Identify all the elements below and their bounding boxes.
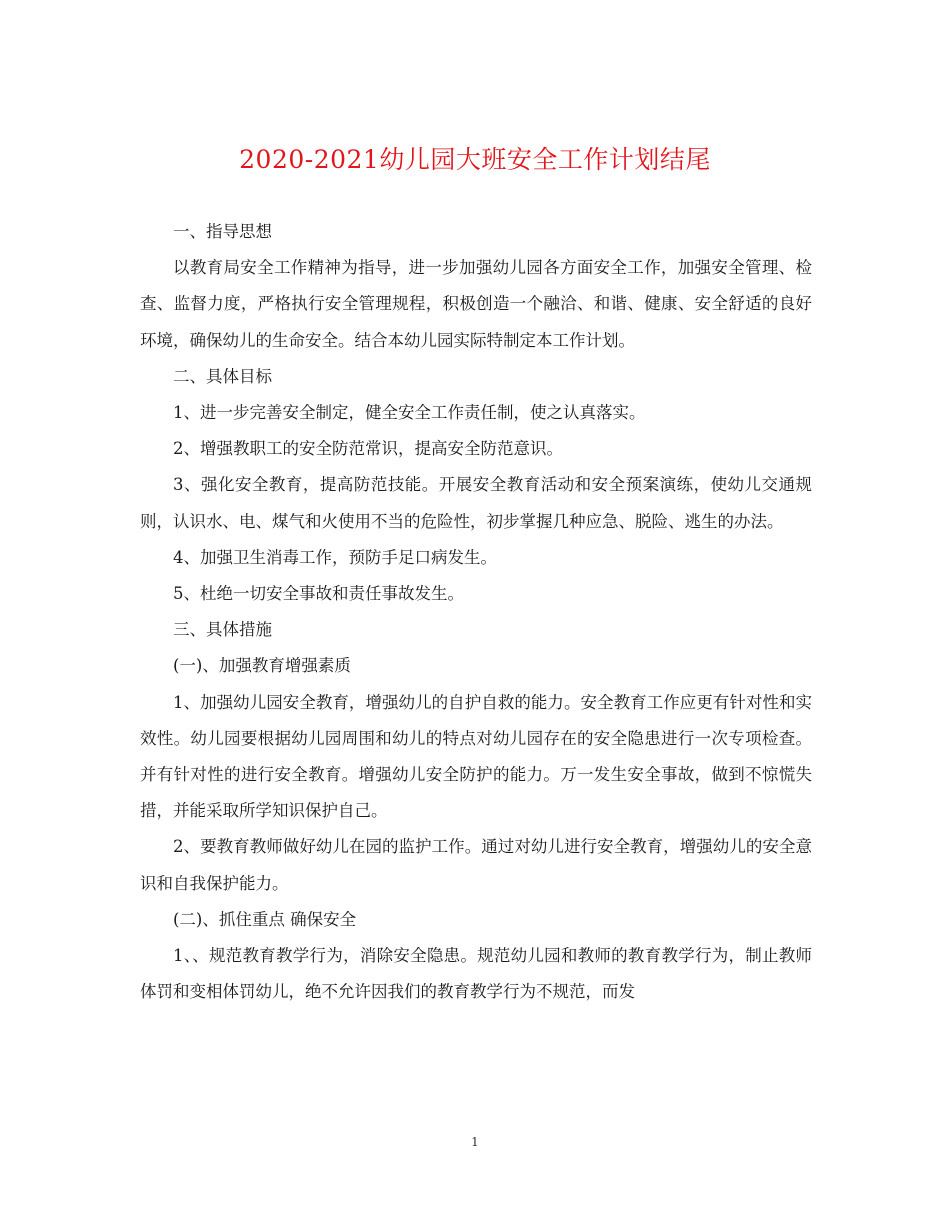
subsection-heading: (二)、抓住重点 确保安全 [173,909,357,929]
subsection-heading: (一)、加强教育增强素质 [173,656,351,676]
list-item: 1、进一步完善安全制定，健全安全工作责任制，使之认真落实。 [173,403,646,423]
list-item: 2、要教育教师做好幼儿在园的监护工作。通过对幼儿进行安全教育，增强幼儿的安全意识和自我保护能力。 [140,837,812,893]
list-item: 1、加强幼儿园安全教育，增强幼儿的自护自救的能力。安全教育工作应更有针对性和实效性。幼儿园要根据幼儿园周围和幼儿的特点对幼儿园存在的安全隐患进行一次专项检查。并有针对性的进行安全教育。增强幼儿安全防护的能力。万一发生安全事故，做到不惊慌失措，并能采取所学知识保护自己。 [140,692,812,821]
section-heading-specific-measures: 三、具体措施 [173,620,272,640]
list-item: 4、加强卫生消毒工作，预防手足口病发生。 [173,547,497,567]
page-number: 1 [471,1135,479,1149]
section-heading-guiding-ideology: 一、指导思想 [173,222,272,241]
list-item: 3、强化安全教育，提高防范技能。开展安全教育活动和安全预案演练，使幼儿交通规则，认识水、电、煤气和火使用不当的危险性，初步掌握几种应急、脱险、逃生的办法。 [140,475,812,531]
document-body [140,214,812,1010]
list-item: 5、杜绝一切安全事故和责任事故发生。 [173,584,464,604]
section-heading-specific-goals: 二、具体目标 [173,366,272,386]
paragraph: 以教育局安全工作精神为指导，进一步加强幼儿园各方面安全工作，加强安全管理、检查、监督力度，严格执行安全管理规程，积极创造一个融洽、和谐、健康、安全舒适的良好环境，确保幼儿的生命安全。结合本幼儿园实际特制定本工作计划。 [140,258,812,350]
list-item: 2、增强教职工的安全防范常识，提高安全防范意识。 [173,439,563,459]
list-item: 1、、规范教育教学行为，消除安全隐患。规范幼儿园和教师的教育教学行为，制止教师体罚和变相体罚幼儿，绝不允许因我们的教育教学行为不规范，而发 [140,946,812,1002]
document-title: 2020-2021幼儿园大班安全工作计划结尾 [239,145,711,174]
